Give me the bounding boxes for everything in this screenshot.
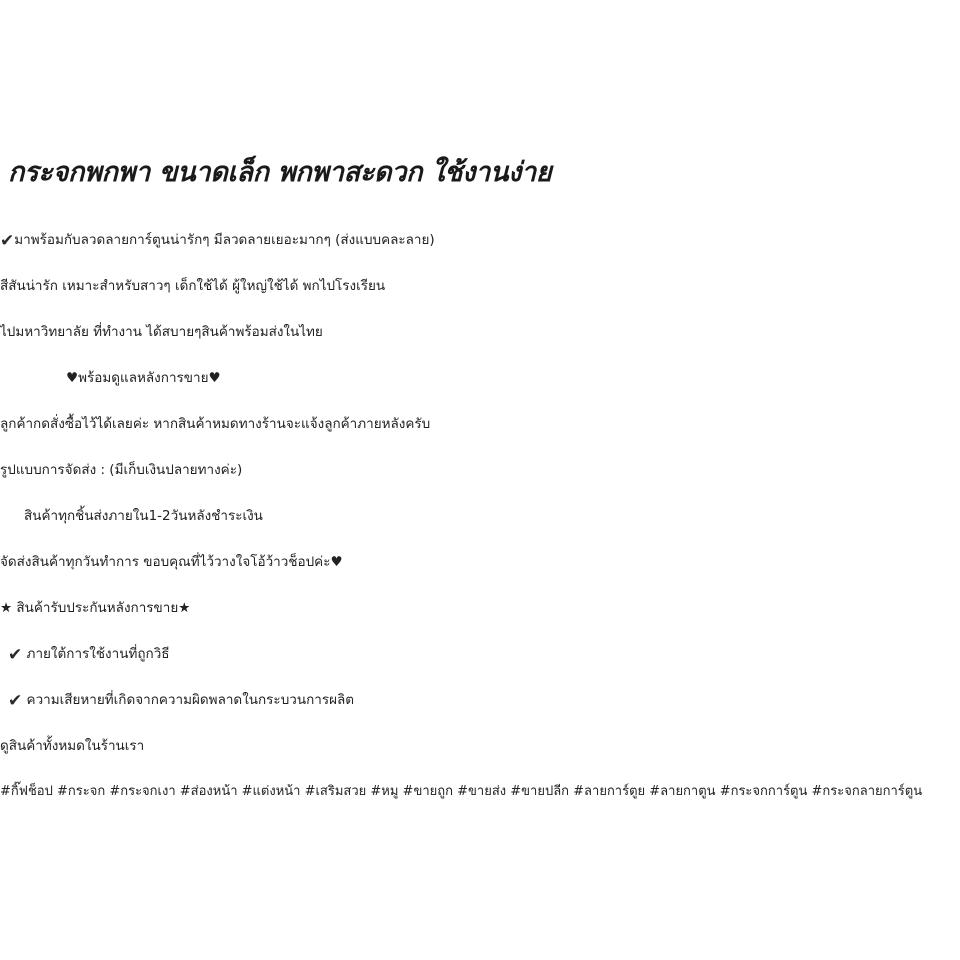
shipping-time: สินค้าทุกชิ้นส่งภายใน1-2วันหลังชำระเงิน — [24, 508, 263, 524]
line-text: ความเสียหายที่เกิดจากความผิดพลาดในกระบวนการผลิต — [22, 692, 355, 708]
product-title: กระจกพกพา ขนาดเล็ก พกพาสะดวก ใช้งานง่าย — [8, 157, 552, 188]
shipping-method: รูปแบบการจัดส่ง : (มีเก็บเงินปลายทางค่ะ) — [0, 462, 243, 478]
line-text: มาพร้อมกับลวดลายการ์ตูนน่ารักๆ มีลวดลายเยอะมากๆ (ส่งแบบคละลาย) — [14, 232, 435, 248]
warranty-condition-usage — [8, 644, 170, 665]
view-all-products: ดูสินค้าทั้งหมดในร้านเรา — [0, 738, 145, 754]
shipping-days-thanks: จัดส่งสินค้าทุกวันทำการ ขอบคุณที่ไว้วางใจโอ้ว้าวช็อปค่ะ♥ — [0, 554, 343, 570]
order-note: ลูกค้ากดสั่งซื้อไว้ได้เลยค่ะ หากสินค้าหมดทางร้านจะแจ้งลูกค้าภายหลังครับ — [0, 416, 431, 432]
feature-cartoon-patterns — [0, 230, 435, 251]
line-text: ภายใต้การใช้งานที่ถูกวิธี — [22, 646, 170, 662]
check-mark-icon: ✔ — [8, 691, 23, 711]
check-mark-icon: ✔ — [8, 645, 23, 665]
warranty-heading: ★ สินค้ารับประกันหลังการขาย★ — [0, 600, 191, 616]
after-sales-heading: ♥พร้อมดูแลหลังการขาย♥ — [66, 370, 221, 386]
feature-places-stock: ไปมหาวิทยาลัย ที่ทำงาน ได้สบายๆสินค้าพร้อมส่งในไทย — [0, 324, 323, 340]
hashtags: #กิ๊ฟช็อป #กระจก #กระจกเงา #ส่องหน้า #แต่งหน้า #เสริมสวย #หมู #ขายถูก #ขายส่ง #ขายปลีก #ลายการ์ตูย #ลายกาตูน #กระจกการ์ตูน #กระจกลายการ์ตูน — [0, 784, 923, 799]
check-mark-icon: ✔ — [0, 231, 15, 251]
feature-colors-usage: สีสันน่ารัก เหมาะสำหรับสาวๆ เด็กใช้ได้ ผู้ใหญ่ใช้ได้ พกไปโรงเรียน — [0, 278, 386, 294]
warranty-condition-defect — [8, 690, 354, 711]
